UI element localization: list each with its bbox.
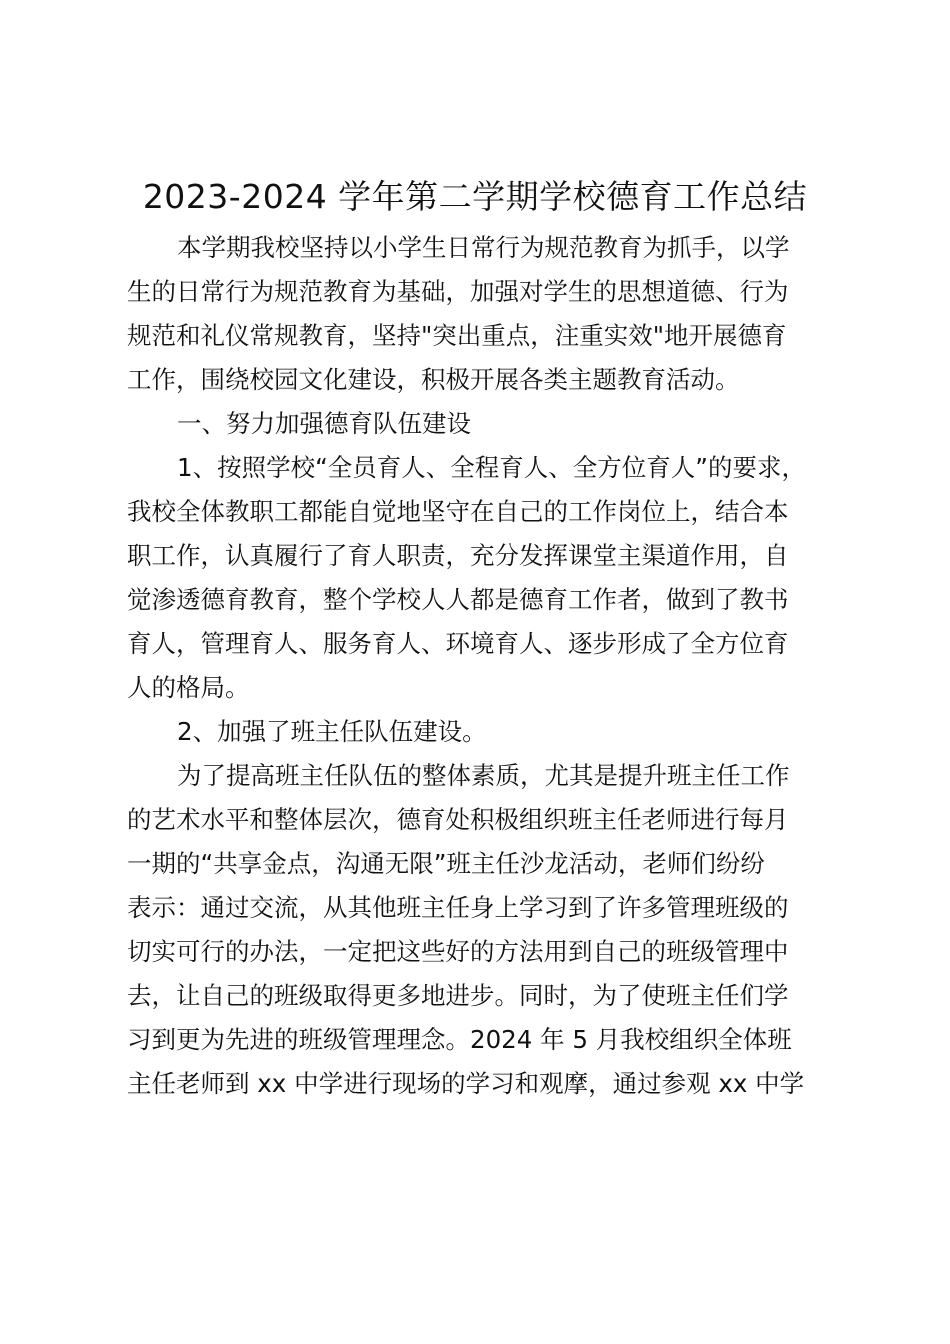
text-line: 规范和礼仪常规教育，坚持"突出重点，注重实效"地开展德育 — [127, 321, 787, 350]
text-line: 切实可行的办法，一定把这些好的方法用到自己的班级管理中 — [127, 937, 789, 966]
document-title: 2023-2024 学年第二学期学校德育工作总结 — [142, 177, 808, 216]
text-line: 2、加强了班主任队伍建设。 — [177, 717, 487, 746]
text-line: 主任老师到 xx 中学进行现场的学习和观摩，通过参观 xx 中学 — [127, 1069, 805, 1098]
text-line: 习到更为先进的班级管理理念。2024 年 5 月我校组织全体班 — [127, 1025, 792, 1054]
text-line: 人的格局。 — [127, 673, 250, 702]
text-line: 我校全体教职工都能自觉地坚守在自己的工作岗位上，结合本 — [127, 497, 789, 526]
text-line: 职工作，认真履行了育人职责，充分发挥课堂主渠道作用，自 — [127, 541, 789, 570]
text-line: 本学期我校坚持以小学生日常行为规范教育为抓手，以学 — [177, 233, 790, 262]
text-line: 为了提高班主任队伍的整体素质，尤其是提升班主任工作 — [177, 761, 790, 790]
text-line: 育人，管理育人、服务育人、环境育人、逐步形成了全方位育 — [127, 629, 789, 658]
text-line: 表示：通过交流，从其他班主任身上学习到了许多管理班级的 — [127, 893, 789, 922]
text-line: 一期的“共享金点，沟通无限”班主任沙龙活动，老师们纷纷 — [127, 849, 765, 878]
text-line: 生的日常行为规范教育为基础，加强对学生的思想道德、行为 — [127, 277, 789, 306]
document-body — [127, 226, 839, 1106]
text-line: 工作，围绕校园文化建设，积极开展各类主题教育活动。 — [127, 365, 740, 394]
text-line: 一、努力加强德育队伍建设 — [177, 409, 471, 438]
text-line: 的艺术水平和整体层次，德育处积极组织班主任老师进行每月 — [127, 805, 789, 834]
text-line: 去，让自己的班级取得更多地进步。同时，为了使班主任们学 — [127, 981, 789, 1010]
text-line: 觉渗透德育教育，整个学校人人都是德育工作者，做到了教书 — [127, 585, 789, 614]
text-line: 1、按照学校“全员育人、全程育人、全方位育人”的要求， — [177, 453, 806, 482]
